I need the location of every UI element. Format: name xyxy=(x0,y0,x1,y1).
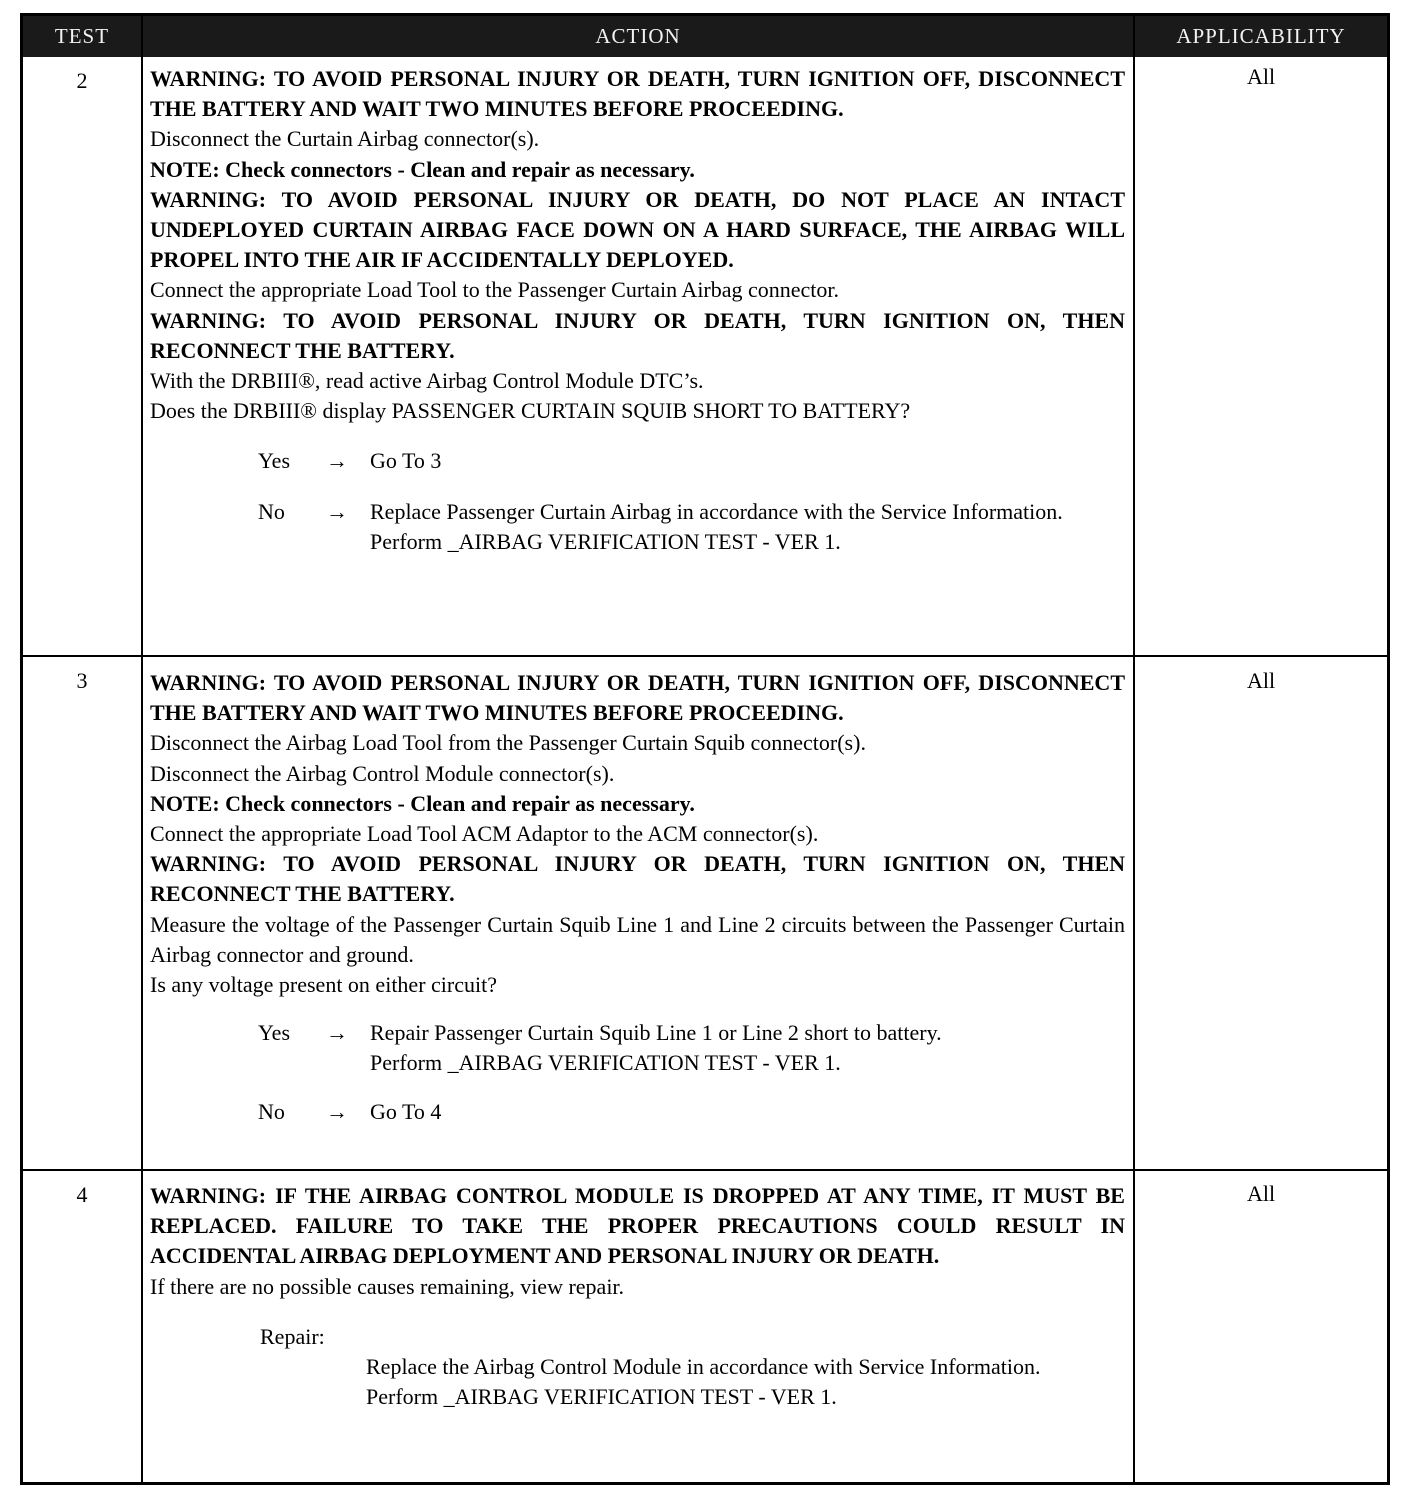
step-text: Measure the voltage of the Passenger Curtain Squib Line 1 and Line 2 circuits between the Passenger Curtain Airbag connector and ground. xyxy=(150,911,1125,967)
answer-result: Go To 3 xyxy=(370,448,442,474)
applicability-value: All xyxy=(1246,1181,1276,1206)
step-text: If there are no possible causes remaining, view repair. xyxy=(150,1273,625,1299)
answer-label: Yes xyxy=(258,1020,291,1046)
header-action: ACTION xyxy=(595,24,681,48)
warning-text: WARNING: TO AVOID PERSONAL INJURY OR DEATH, TURN IGNITION ON, THEN RECONNECT THE BATTERY. xyxy=(150,851,1125,907)
action-cell xyxy=(150,668,1125,1127)
warning-text: WARNING: IF THE AIRBAG CONTROL MODULE IS DROPPED AT ANY TIME, IT MUST BE REPLACED. FAILURE TO TAKE THE PROPER PRECAUTIONS COULD RESULT IN ACCIDENTAL AIRBAG DEPLOYMENT AND PERSONAL INJURY OR DEATH. xyxy=(150,1183,1125,1269)
step-text: Disconnect the Airbag Control Module connector(s). xyxy=(150,760,615,786)
column-divider xyxy=(141,16,143,1482)
step-text: Connect the appropriate Load Tool ACM Adaptor to the ACM connector(s). xyxy=(150,821,819,847)
question-text: Is any voltage present on either circuit? xyxy=(150,972,497,998)
answer-option xyxy=(150,497,1125,557)
answer-label: No xyxy=(258,1098,285,1124)
warning-text: WARNING: TO AVOID PERSONAL INJURY OR DEATH, TURN IGNITION OFF, DISCONNECT THE BATTERY AND WAIT TWO MINUTES BEFORE PROCEEDING. xyxy=(150,670,1125,726)
arrow-icon: → xyxy=(326,498,348,524)
row-divider xyxy=(23,655,1387,657)
step-text: With the DRBIII®, read active Airbag Control Module DTC’s. xyxy=(150,368,704,394)
table-header xyxy=(23,16,1387,57)
header-applicability: APPLICABILITY xyxy=(1176,24,1346,48)
step-text: Connect the appropriate Load Tool to the Passenger Curtain Airbag connector. xyxy=(150,277,840,303)
answer-result: Go To 4 xyxy=(370,1098,442,1124)
answer-option xyxy=(150,1018,1125,1078)
note-text: NOTE: Check connectors - Clean and repair as necessary. xyxy=(150,156,695,182)
diagnostic-table xyxy=(20,13,1390,1485)
arrow-icon: → xyxy=(326,1020,348,1046)
warning-text: WARNING: TO AVOID PERSONAL INJURY OR DEATH, TURN IGNITION OFF, DISCONNECT THE BATTERY AND WAIT TWO MINUTES BEFORE PROCEEDING. xyxy=(150,66,1125,122)
row-divider xyxy=(23,1169,1387,1171)
answer-result: Repair Passenger Curtain Squib Line 1 or Line 2 short to battery. Perform _AIRBAG VERIFICATION TEST - VER 1. xyxy=(370,1020,942,1076)
action-cell xyxy=(150,64,1125,557)
answer-option xyxy=(150,446,1125,476)
repair-label: Repair: xyxy=(260,1323,325,1349)
test-number: 2 xyxy=(76,68,88,93)
answer-result: Replace Passenger Curtain Airbag in accordance with the Service Information. Perform _AIRBAG VERIFICATION TEST - VER 1. xyxy=(370,498,1063,554)
column-divider xyxy=(1133,16,1135,1482)
step-text: Disconnect the Curtain Airbag connector(s). xyxy=(150,126,540,152)
action-cell xyxy=(150,1181,1125,1412)
answer-option xyxy=(150,1097,1125,1127)
answer-label: No xyxy=(258,498,285,524)
warning-text: WARNING: TO AVOID PERSONAL INJURY OR DEATH, DO NOT PLACE AN INTACT UNDEPLOYED CURTAIN AIRBAG FACE DOWN ON A HARD SURFACE, THE AIRBAG WILL PROPEL INTO THE AIR IF ACCIDENTALLY DEPLOYED. xyxy=(150,186,1125,273)
applicability-value: All xyxy=(1246,668,1276,693)
repair-text: Replace the Airbag Control Module in accordance with Service Information. Perform _AIRBAG VERIFICATION TEST - VER 1. xyxy=(366,1354,1041,1410)
arrow-icon: → xyxy=(326,1098,348,1124)
test-number: 3 xyxy=(76,668,88,693)
answer-label: Yes xyxy=(258,448,291,474)
applicability-value: All xyxy=(1246,64,1276,89)
test-number: 4 xyxy=(76,1182,88,1207)
note-text: NOTE: Check connectors - Clean and repair as necessary. xyxy=(150,790,695,816)
step-text: Disconnect the Airbag Load Tool from the Passenger Curtain Squib connector(s). xyxy=(150,730,866,756)
arrow-icon: → xyxy=(326,448,348,474)
header-test: TEST xyxy=(54,24,110,48)
warning-text: WARNING: TO AVOID PERSONAL INJURY OR DEATH, TURN IGNITION ON, THEN RECONNECT THE BATTERY. xyxy=(150,307,1125,363)
question-text: Does the DRBIII® display PASSENGER CURTAIN SQUIB SHORT TO BATTERY? xyxy=(150,398,911,424)
